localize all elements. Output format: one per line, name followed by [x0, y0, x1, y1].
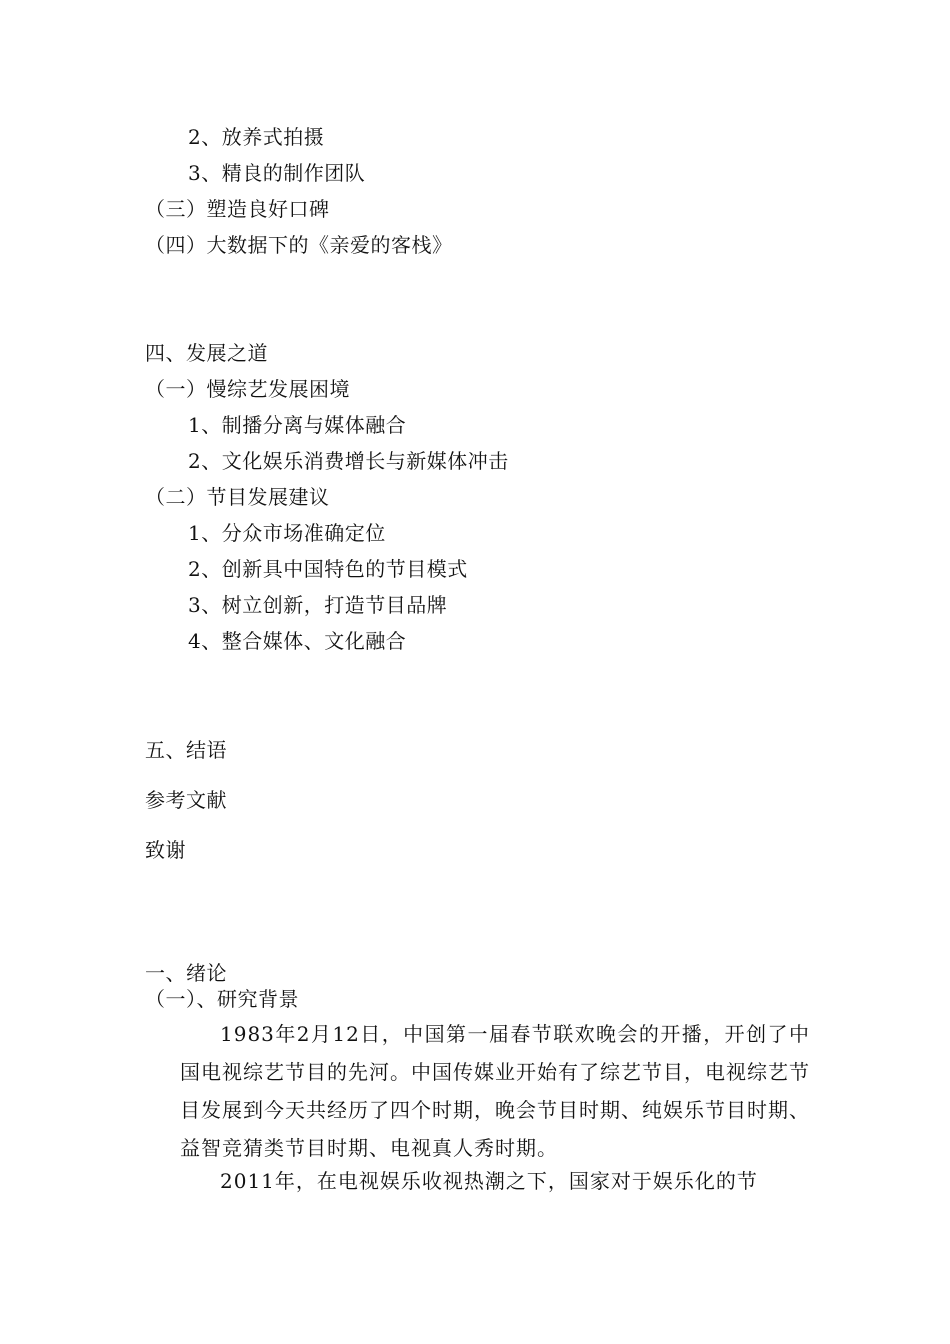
toc-s4-sub-2-item-4: 4、整合媒体、文化融合: [188, 629, 407, 653]
toc-s4-sub-2-item-2: 2、创新具中国特色的节目模式: [188, 557, 468, 581]
toc-references: 参考文献: [145, 788, 227, 812]
body-paragraph-1: 1983年2月12日，中国第一届春节联欢晚会的开播，开创了中国电视综艺节目的先河。中国传媒业开始有了综艺节目，电视综艺节目发展到今天共经历了四个时期，晚会节目时期、纯娱乐节目时期、益智竞猜类节目时期、电视真人秀时期。: [180, 1022, 810, 1160]
toc-s4-sub-1-item-1: 1、制播分离与媒体融合: [188, 413, 407, 437]
toc-s4-sub-2-item-3: 3、树立创新，打造节目品牌: [188, 593, 448, 617]
toc-s4-sub-2-item-1: 1、分众市场准确定位: [188, 521, 386, 545]
toc-s3-sub-4: （四）大数据下的《亲爱的客栈》: [145, 233, 453, 257]
toc-s3-item-2: 2、放养式拍摄: [188, 125, 325, 149]
toc-s4-sub-2: （二）节目发展建议: [145, 485, 330, 509]
toc-s4-sub-1: （一）慢综艺发展困境: [145, 377, 350, 401]
toc-s3-sub-3: （三）塑造良好口碑: [145, 197, 330, 221]
toc-s4-title: 四、发展之道: [145, 341, 268, 365]
toc-acknowledgements: 致谢: [145, 838, 186, 862]
body-paragraph-2: 2011年，在电视娱乐收视热潮之下，国家对于娱乐化的节: [220, 1169, 758, 1193]
toc-s5-title: 五、结语: [145, 738, 227, 762]
section-title: （一）、研究背景: [145, 987, 299, 1011]
toc-s3-item-3: 3、精良的制作团队: [188, 161, 366, 185]
toc-s4-sub-1-item-2: 2、文化娱乐消费增长与新媒体冲击: [188, 449, 509, 473]
chapter-title: 一、绪论: [145, 961, 227, 985]
